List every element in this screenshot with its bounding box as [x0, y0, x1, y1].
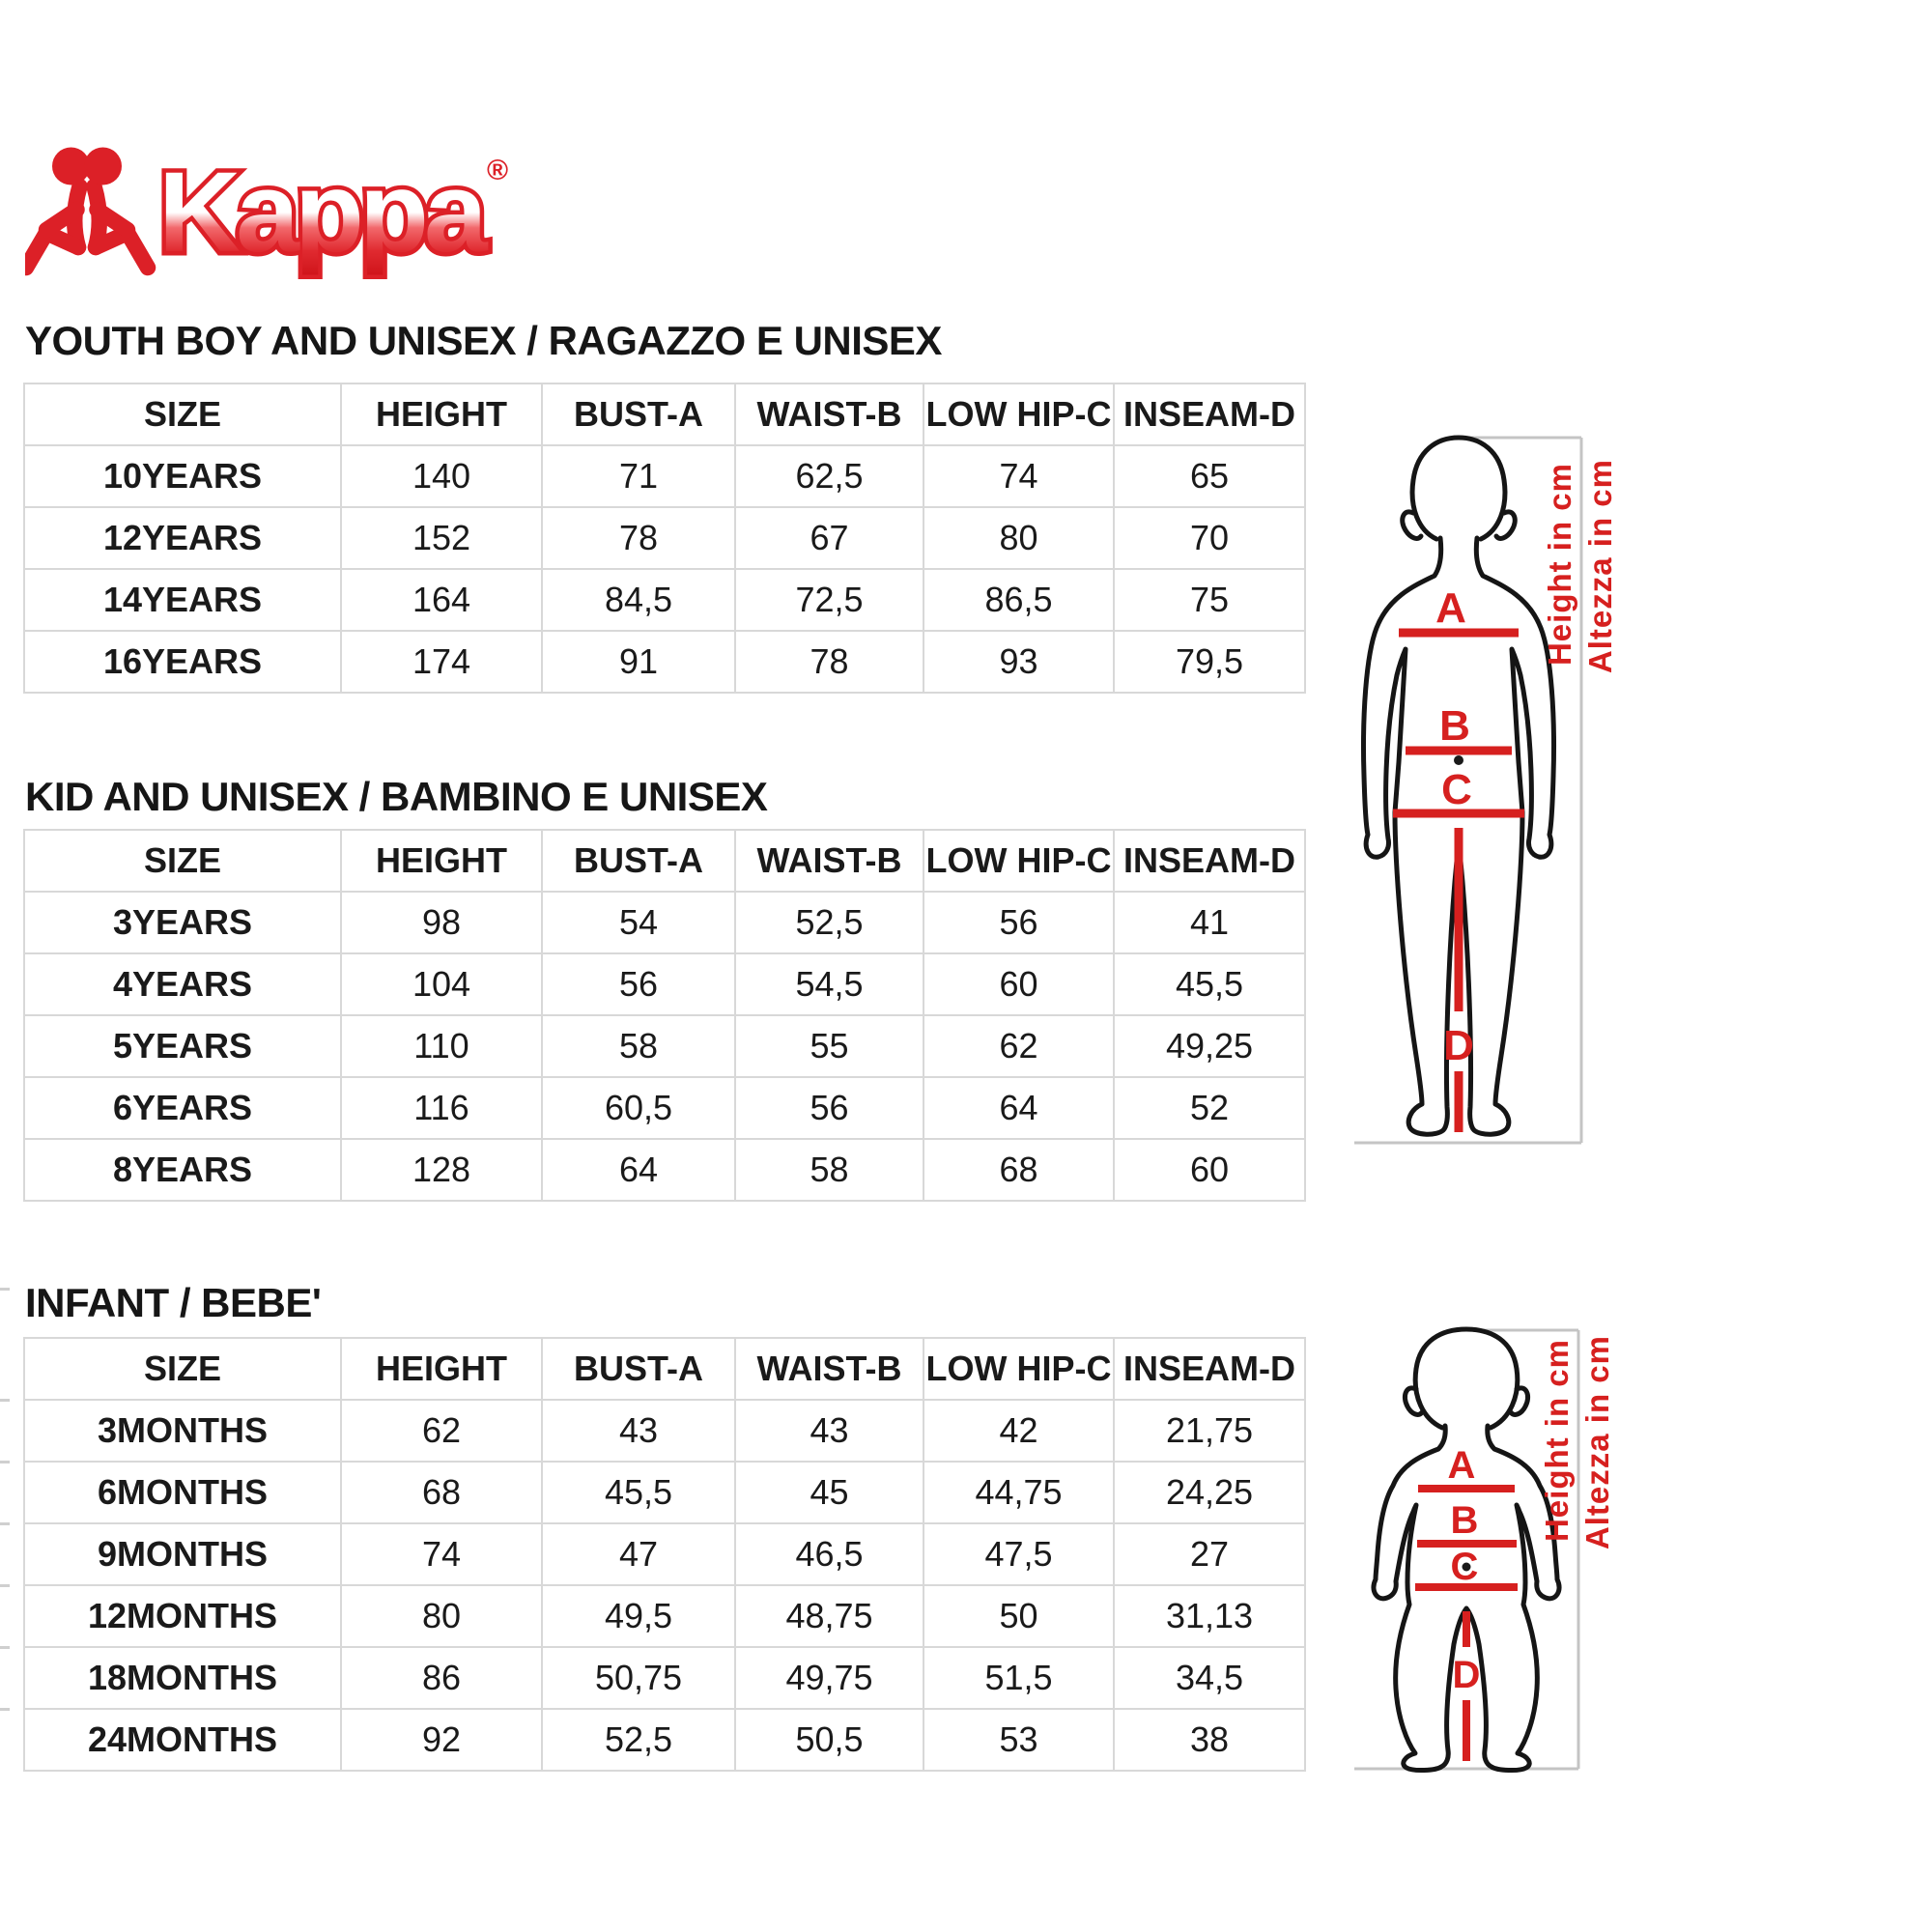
value-cell: 31,13 — [1114, 1585, 1305, 1647]
col-header-size: SIZE — [24, 1338, 341, 1400]
kappa-logo-graphic — [25, 141, 547, 288]
value-cell: 48,75 — [735, 1585, 923, 1647]
value-cell: 78 — [735, 631, 923, 693]
table-row — [24, 631, 1305, 693]
col-header-inseam: INSEAM-D — [1114, 1338, 1305, 1400]
value-cell: 60 — [1114, 1139, 1305, 1201]
size-cell: 5YEARS — [24, 1015, 341, 1077]
value-cell: 27 — [1114, 1523, 1305, 1585]
col-header-size: SIZE — [24, 830, 341, 892]
scan-artifact-tick — [0, 1288, 10, 1291]
table-row — [24, 507, 1305, 569]
table-header-row — [24, 384, 1305, 445]
value-cell: 152 — [341, 507, 542, 569]
youth-measurement-figure — [1352, 430, 1628, 1156]
value-cell: 45 — [735, 1462, 923, 1523]
col-header-bust: BUST-A — [542, 384, 735, 445]
scan-artifact-tick — [0, 1646, 10, 1649]
value-cell: 64 — [542, 1139, 735, 1201]
value-cell: 110 — [341, 1015, 542, 1077]
value-cell: 92 — [341, 1709, 542, 1771]
value-cell: 56 — [923, 892, 1114, 953]
label-c: C — [1450, 1546, 1479, 1588]
kid-size-table — [23, 829, 1306, 1202]
value-cell: 84,5 — [542, 569, 735, 631]
table-row — [24, 1523, 1305, 1585]
value-cell: 71 — [542, 445, 735, 507]
value-cell: 41 — [1114, 892, 1305, 953]
youth-size-table — [23, 383, 1306, 694]
value-cell: 62,5 — [735, 445, 923, 507]
value-cell: 68 — [923, 1139, 1114, 1201]
value-cell: 43 — [542, 1400, 735, 1462]
value-cell: 70 — [1114, 507, 1305, 569]
value-cell: 91 — [542, 631, 735, 693]
value-cell: 53 — [923, 1709, 1114, 1771]
navel-dot — [1454, 755, 1463, 765]
value-cell: 46,5 — [735, 1523, 923, 1585]
value-cell: 98 — [341, 892, 542, 953]
col-header-lowhip: LOW HIP-C — [923, 1338, 1114, 1400]
infant-measurement-figure — [1352, 1321, 1628, 1779]
col-header-lowhip: LOW HIP-C — [923, 830, 1114, 892]
size-cell: 4YEARS — [24, 953, 341, 1015]
value-cell: 80 — [923, 507, 1114, 569]
value-cell: 47,5 — [923, 1523, 1114, 1585]
infant-size-table — [23, 1337, 1306, 1772]
value-cell: 56 — [735, 1077, 923, 1139]
label-d: D — [1443, 1022, 1474, 1069]
label-a: A — [1447, 1444, 1476, 1487]
label-a: A — [1435, 584, 1466, 632]
table-header-row — [24, 1338, 1305, 1400]
col-header-inseam: INSEAM-D — [1114, 830, 1305, 892]
value-cell: 45,5 — [1114, 953, 1305, 1015]
col-header-bust: BUST-A — [542, 830, 735, 892]
value-cell: 50,5 — [735, 1709, 923, 1771]
height-in-cm-label: Height in cm — [1542, 463, 1577, 667]
value-cell: 128 — [341, 1139, 542, 1201]
value-cell: 52,5 — [542, 1709, 735, 1771]
value-cell: 68 — [341, 1462, 542, 1523]
table-row — [24, 1015, 1305, 1077]
altezza-in-cm-label: Altezza in cm — [1582, 459, 1618, 674]
size-cell: 12YEARS — [24, 507, 341, 569]
value-cell: 21,75 — [1114, 1400, 1305, 1462]
table-row — [24, 1585, 1305, 1647]
value-cell: 43 — [735, 1400, 923, 1462]
value-cell: 56 — [542, 953, 735, 1015]
table-row — [24, 1139, 1305, 1201]
value-cell: 72,5 — [735, 569, 923, 631]
scan-artifact-tick — [0, 1708, 10, 1711]
size-cell: 3YEARS — [24, 892, 341, 953]
value-cell: 58 — [542, 1015, 735, 1077]
value-cell: 86 — [341, 1647, 542, 1709]
table-row — [24, 1462, 1305, 1523]
value-cell: 49,5 — [542, 1585, 735, 1647]
size-cell: 18MONTHS — [24, 1647, 341, 1709]
table-header-row — [24, 830, 1305, 892]
kappa-omini-icon — [26, 148, 148, 269]
label-d: D — [1452, 1654, 1481, 1696]
value-cell: 60,5 — [542, 1077, 735, 1139]
value-cell: 74 — [341, 1523, 542, 1585]
size-cell: 14YEARS — [24, 569, 341, 631]
kappa-wordmark: Kappa — [158, 149, 483, 276]
value-cell: 52 — [1114, 1077, 1305, 1139]
size-cell: 16YEARS — [24, 631, 341, 693]
label-c: C — [1441, 766, 1472, 813]
col-header-lowhip: LOW HIP-C — [923, 384, 1114, 445]
value-cell: 67 — [735, 507, 923, 569]
label-b: B — [1450, 1499, 1479, 1542]
size-cell: 6YEARS — [24, 1077, 341, 1139]
scan-artifact-tick — [0, 1399, 10, 1402]
value-cell: 34,5 — [1114, 1647, 1305, 1709]
value-cell: 52,5 — [735, 892, 923, 953]
table-row — [24, 892, 1305, 953]
size-cell: 3MONTHS — [24, 1400, 341, 1462]
value-cell: 164 — [341, 569, 542, 631]
col-header-waist: WAIST-B — [735, 384, 923, 445]
col-header-bust: BUST-A — [542, 1338, 735, 1400]
value-cell: 104 — [341, 953, 542, 1015]
value-cell: 65 — [1114, 445, 1305, 507]
table-row — [24, 1077, 1305, 1139]
table-row — [24, 569, 1305, 631]
value-cell: 45,5 — [542, 1462, 735, 1523]
value-cell: 54 — [542, 892, 735, 953]
value-cell: 64 — [923, 1077, 1114, 1139]
section-title-kid: KID AND UNISEX / BAMBINO E UNISEX — [25, 773, 768, 819]
value-cell: 174 — [341, 631, 542, 693]
col-header-inseam: INSEAM-D — [1114, 384, 1305, 445]
size-cell: 10YEARS — [24, 445, 341, 507]
altezza-in-cm-label: Altezza in cm — [1579, 1335, 1615, 1550]
size-cell: 24MONTHS — [24, 1709, 341, 1771]
value-cell: 24,25 — [1114, 1462, 1305, 1523]
value-cell: 93 — [923, 631, 1114, 693]
table-row — [24, 445, 1305, 507]
value-cell: 62 — [341, 1400, 542, 1462]
section-title-infant: INFANT / BEBE' — [25, 1279, 322, 1325]
value-cell: 75 — [1114, 569, 1305, 631]
registered-trademark-mark: ® — [487, 155, 509, 186]
size-cell: 8YEARS — [24, 1139, 341, 1201]
table-row — [24, 1400, 1305, 1462]
col-header-height: HEIGHT — [341, 384, 542, 445]
scan-artifact-tick — [0, 1584, 10, 1587]
value-cell: 50,75 — [542, 1647, 735, 1709]
table-row — [24, 1647, 1305, 1709]
value-cell: 51,5 — [923, 1647, 1114, 1709]
table-row — [24, 1709, 1305, 1771]
value-cell: 116 — [341, 1077, 542, 1139]
table-row — [24, 953, 1305, 1015]
scan-artifact-tick — [0, 1522, 10, 1525]
size-cell: 12MONTHS — [24, 1585, 341, 1647]
value-cell: 47 — [542, 1523, 735, 1585]
value-cell: 86,5 — [923, 569, 1114, 631]
value-cell: 78 — [542, 507, 735, 569]
value-cell: 58 — [735, 1139, 923, 1201]
size-cell: 6MONTHS — [24, 1462, 341, 1523]
value-cell: 140 — [341, 445, 542, 507]
section-title-youth: YOUTH BOY AND UNISEX / RAGAZZO E UNISEX — [25, 317, 942, 363]
value-cell: 42 — [923, 1400, 1114, 1462]
value-cell: 79,5 — [1114, 631, 1305, 693]
col-header-size: SIZE — [24, 384, 341, 445]
label-b: B — [1439, 702, 1470, 750]
col-header-height: HEIGHT — [341, 830, 542, 892]
size-cell: 9MONTHS — [24, 1523, 341, 1585]
value-cell: 44,75 — [923, 1462, 1114, 1523]
value-cell: 49,75 — [735, 1647, 923, 1709]
value-cell: 54,5 — [735, 953, 923, 1015]
value-cell: 55 — [735, 1015, 923, 1077]
value-cell: 60 — [923, 953, 1114, 1015]
kappa-logo — [25, 141, 547, 288]
value-cell: 74 — [923, 445, 1114, 507]
col-header-waist: WAIST-B — [735, 1338, 923, 1400]
value-cell: 50 — [923, 1585, 1114, 1647]
height-in-cm-label: Height in cm — [1539, 1339, 1575, 1543]
value-cell: 62 — [923, 1015, 1114, 1077]
value-cell: 49,25 — [1114, 1015, 1305, 1077]
col-header-height: HEIGHT — [341, 1338, 542, 1400]
scan-artifact-tick — [0, 1461, 10, 1463]
value-cell: 38 — [1114, 1709, 1305, 1771]
col-header-waist: WAIST-B — [735, 830, 923, 892]
value-cell: 80 — [341, 1585, 542, 1647]
